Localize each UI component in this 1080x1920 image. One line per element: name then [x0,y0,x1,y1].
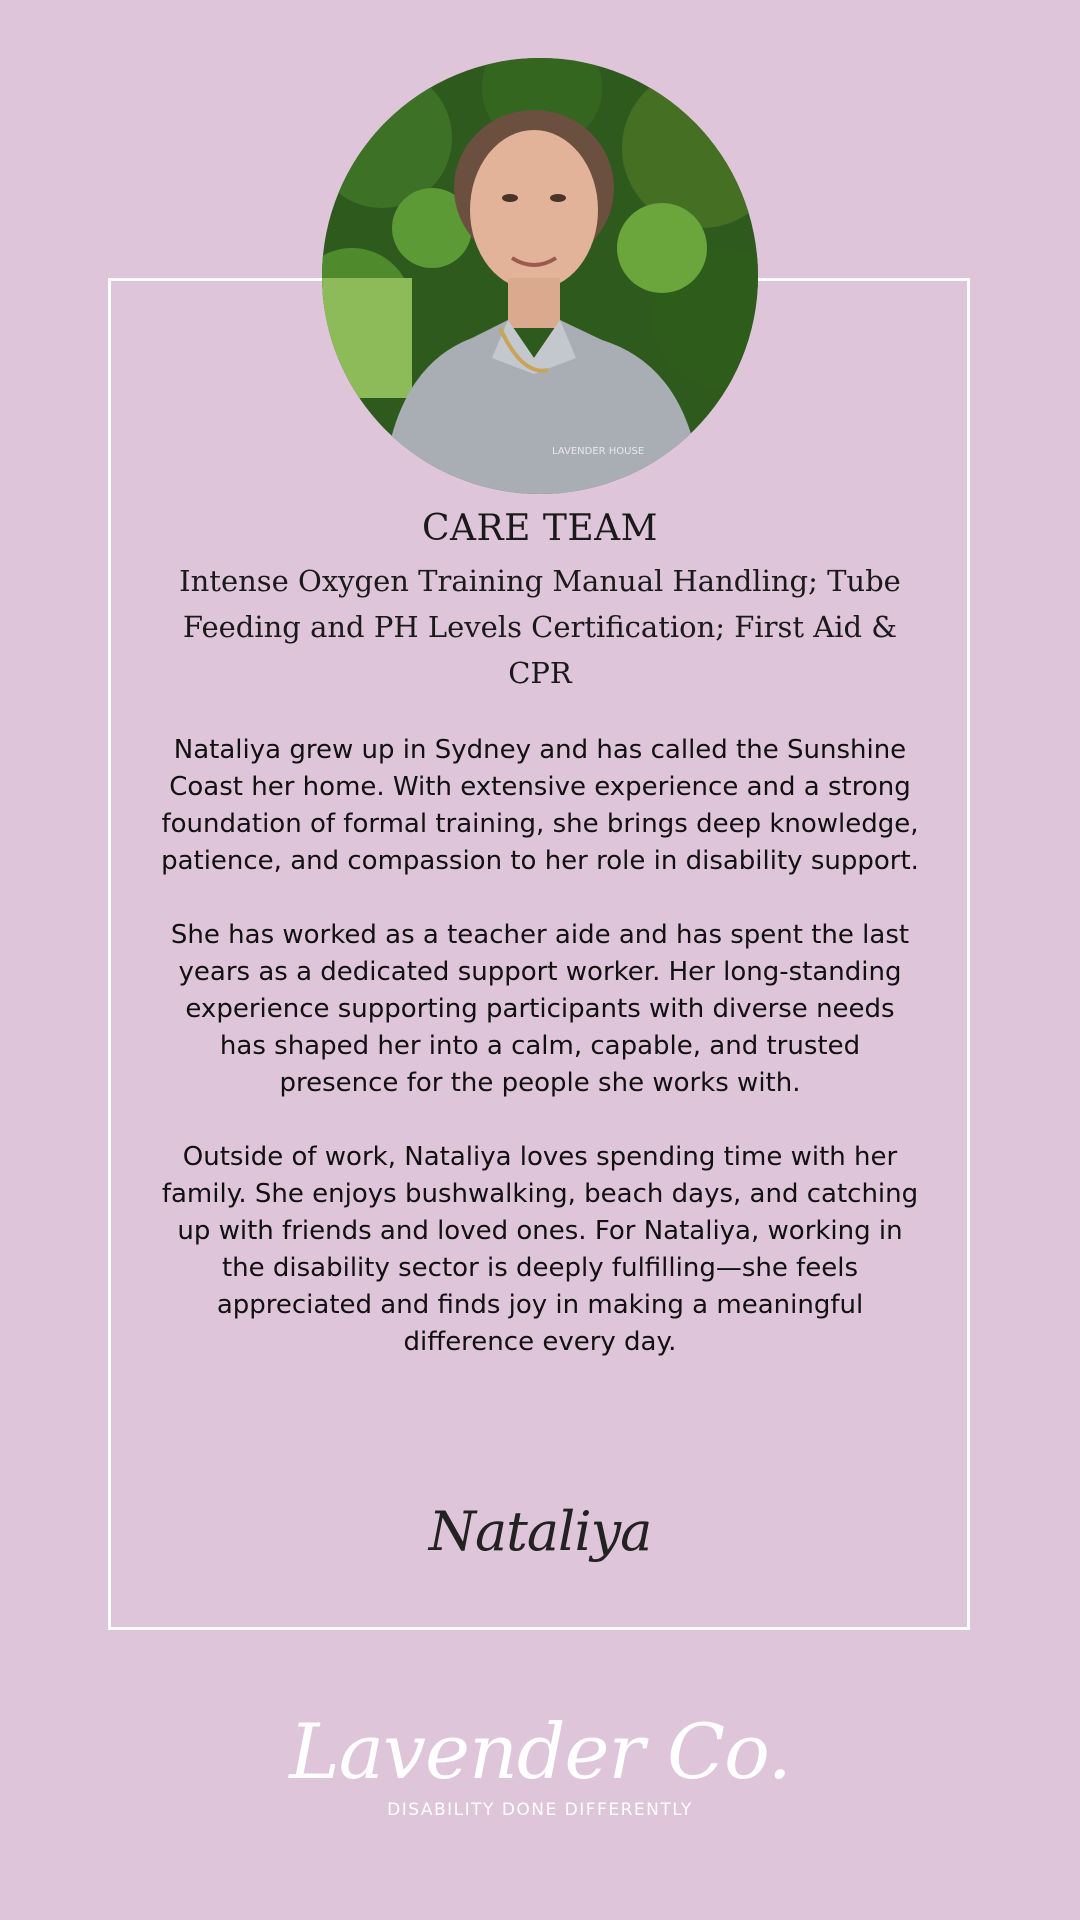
bio-paragraph-2: She has worked as a teacher aide and has spent the last years as a dedicated support worker. Her long-standing experience supporting participants with diverse needs has shaped her into a calm, capable, and trusted presence for the people she works with. [170,920,910,1098]
brand-tagline: DISABILITY DONE DIFFERENTLY [387,1800,693,1820]
role-title: CARE TEAM [421,508,659,549]
brand-logo [0,1707,1080,1820]
certifications-text: Intense Oxygen Training Manual Handling; Tube Feeding and PH Levels Certification; First Aid & CPR [179,564,901,690]
shirt-logo-text: LAVENDER HOUSE [552,446,645,457]
bio-section [160,732,920,1398]
bio-paragraph-3: Outside of work, Nataliya loves spending time with her family. She enjoys bushwalking, beach days, and catching up with friends and loved ones. For Nataliya, working in the disability sector is deeply fulfilling—she feels appreciated and finds joy in making a meaningful difference every day. [161,1142,919,1357]
profile-photo [322,58,758,494]
bio-paragraph-1: Nataliya grew up in Sydney and has called the Sunshine Coast her home. With extensive experience and a strong foundation of formal training, she brings deep knowledge, patience, and compassion to her role in disability support. [161,735,919,876]
signature: Nataliya [428,1500,652,1563]
portrait-illustration [322,58,758,494]
brand-name: Lavender Co. [289,1707,791,1796]
